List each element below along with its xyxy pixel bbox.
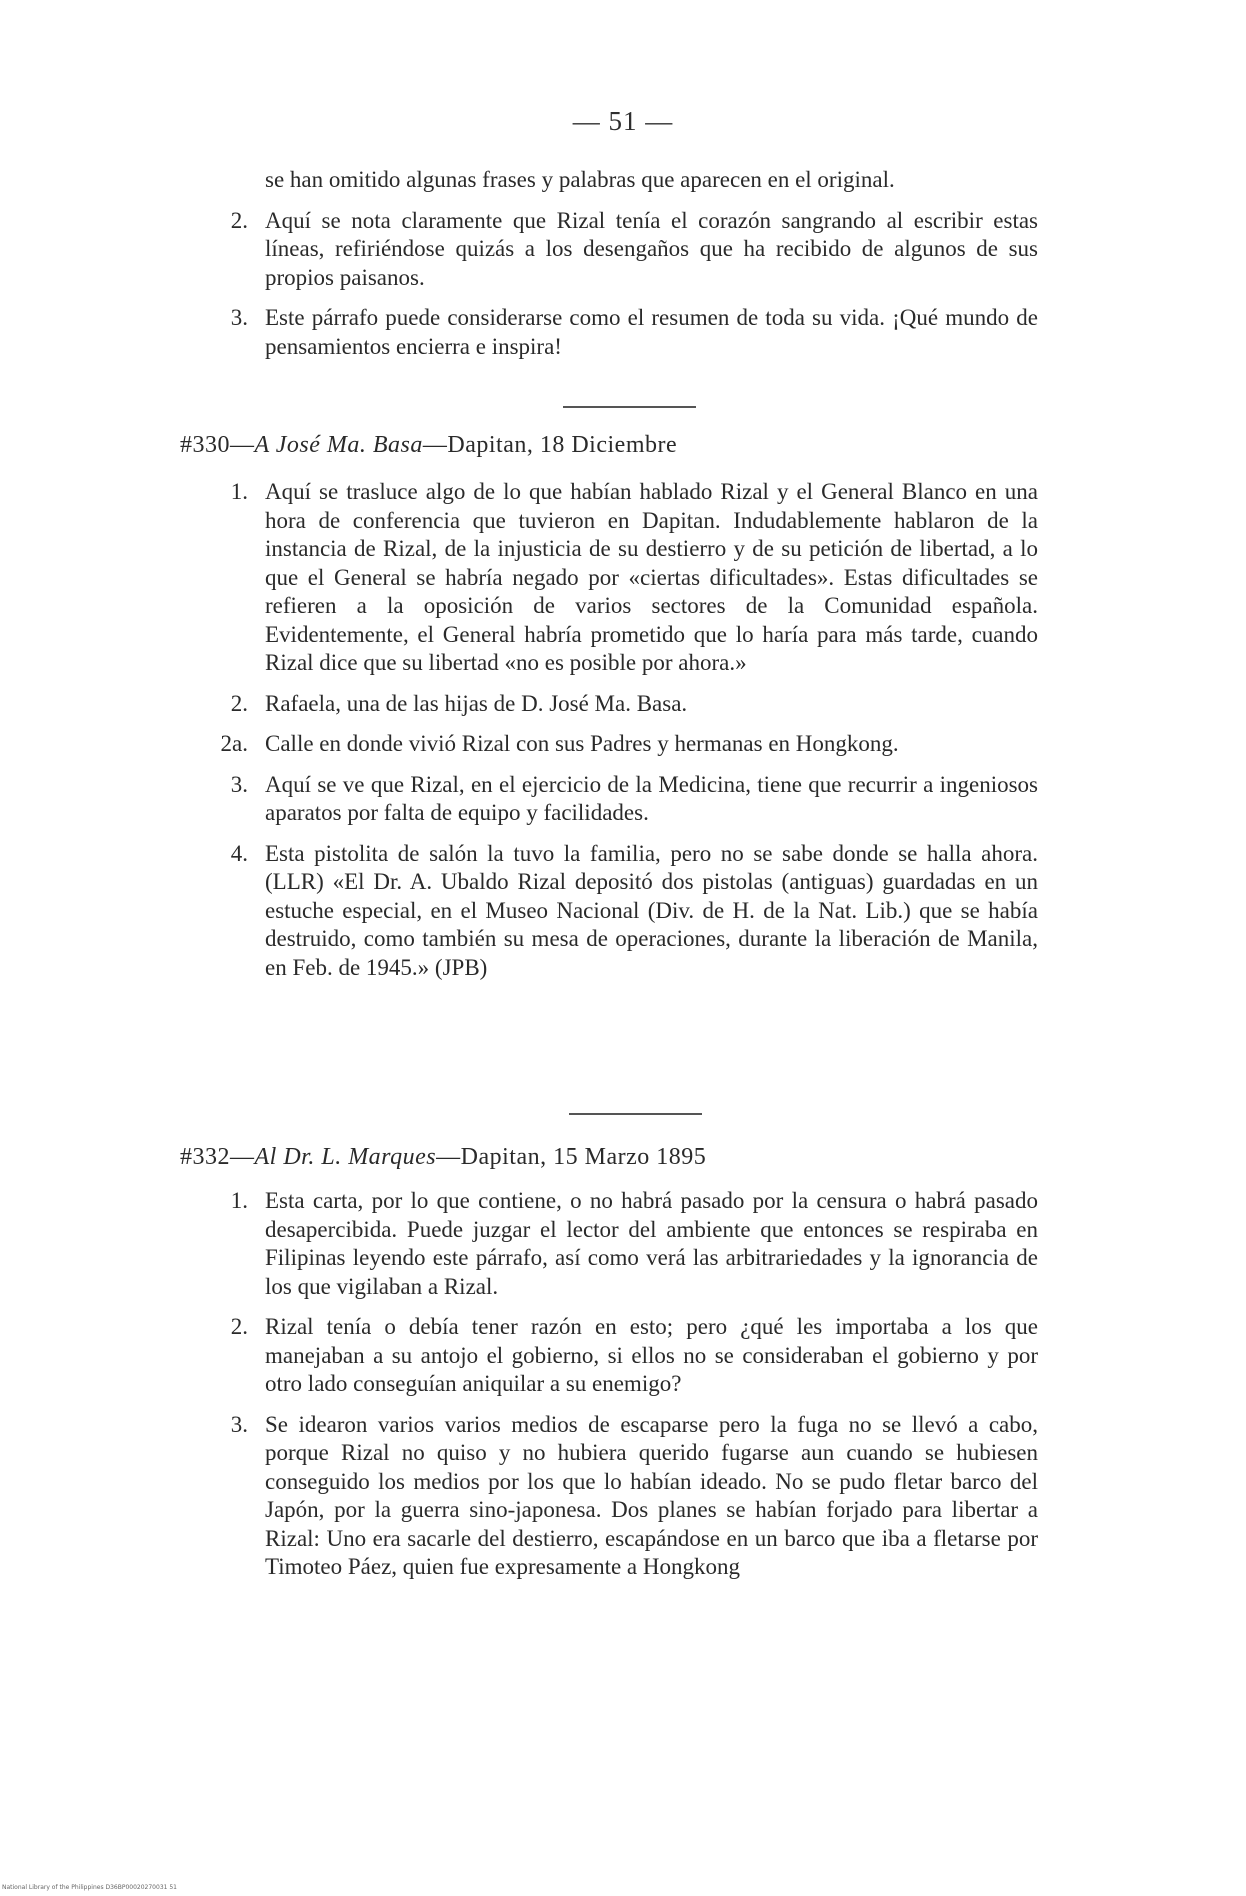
- section-heading-332: [180, 1144, 706, 1171]
- continuation-paragraph: [178, 166, 1038, 195]
- note-text: Este párrafo puede considerarse como el resumen de toda su vida. ¡Qué mundo de pensamientos encierra e inspira!: [265, 305, 1038, 359]
- note-number: 1.: [230, 479, 248, 504]
- note-text: Esta pistolita de salón la tuvo la familia, pero no se sabe donde se halla ahora. (LLR) «El Dr. A. Ubaldo Rizal depositó dos pistolas (antiguas) guardadas en un estuche especial, en el Museo Nacional (Div. de H. de la Nat. Lib.) que se había destruido, como también su mesa de operaciones, durante la liberación de Manila, en Feb. de 1945.» (JPB): [265, 840, 1038, 980]
- note-text: Rizal tenía o debía tener razón en esto; pero ¿qué les importaba a los que manejaban a su antojo el gobierno, si ellos no se consideraban el gobierno y por otro lado conseguían aniquilar a su enemigo?: [265, 1314, 1038, 1396]
- note-number: 2.: [230, 207, 248, 233]
- section-addressee: A José Ma. Basa: [254, 432, 423, 458]
- note-item: [178, 1313, 1038, 1399]
- note-number: 2.: [230, 1314, 248, 1339]
- note-number: 2a.: [220, 731, 248, 756]
- note-text: Calle en donde vivió Rizal con sus Padres y hermanas en Hongkong.: [265, 731, 899, 756]
- note-text: Aquí se nota claramente que Rizal tenía el corazón sangrando al escribir estas líneas, refiriéndose quizás a los desengaños que ha recibido de algunos de sus propios paisanos.: [265, 207, 1038, 290]
- note-item: [178, 690, 1038, 719]
- note-text: Rafaela, una de las hijas de D. José Ma. Basa.: [265, 690, 688, 716]
- section-divider: [569, 1113, 702, 1115]
- note-text: Aquí se trasluce algo de lo que habían hablado Rizal y el General Blanco en una hora de conferencia que tuvieron en Dapitan. Indudablemente hablaron de la instancia de Rizal, de la injusticia de su destierro y de su petición de libertad, a lo que el General se habría negado por «ciertas dificultades». Estas dificultades se refieren a la oposición de varios sectores de la Comunidad española. Evidentemente, el General habría prometido que lo haría para más tarde, cuando Rizal dice que su libertad «no es posible por ahora.»: [265, 479, 1038, 675]
- page-number: — 51 —: [572, 106, 674, 136]
- section-number: #332—: [180, 1144, 255, 1170]
- note-number: 3.: [230, 1411, 248, 1437]
- continuation-text: se han omitido algunas frases y palabras que aparecen en el original.: [265, 167, 895, 192]
- note-item: [178, 478, 1038, 678]
- section-place-date: —Dapitan, 15 Marzo 1895: [436, 1144, 707, 1170]
- note-item: [178, 304, 1038, 361]
- note-number: 1.: [230, 1188, 248, 1213]
- section-heading-330: [180, 432, 677, 459]
- note-number: 4.: [230, 840, 248, 866]
- section-divider: [563, 406, 696, 408]
- section-332-notes: [178, 1187, 1038, 1594]
- note-item: [178, 840, 1038, 983]
- note-text: Aquí se ve que Rizal, en el ejercicio de la Medicina, tiene que recurrir a ingeniosos aparatos por falta de equipo y facilidades.: [265, 771, 1038, 825]
- note-item: [178, 730, 1038, 759]
- note-text: Esta carta, por lo que contiene, o no habrá pasado por la censura o habrá pasado desapercibida. Puede juzgar el lector del ambiente que entonces se respiraba en Filipinas leyendo este párrafo, así como verá las arbitrariedades y la ignorancia de los que vigilaban a Rizal.: [265, 1188, 1038, 1299]
- section-330-notes: [178, 478, 1038, 994]
- section-addressee: Al Dr. L. Marques: [254, 1144, 437, 1170]
- note-item: [178, 207, 1038, 293]
- section-place-date: —Dapitan, 18 Diciembre: [422, 432, 678, 458]
- note-number: 3.: [230, 771, 248, 797]
- footer-credit: National Library of the Philippines D36BP00020270031 51: [2, 1884, 177, 1891]
- note-item: [178, 771, 1038, 828]
- note-item: [178, 1411, 1038, 1582]
- section-number: #330—: [180, 432, 255, 458]
- note-item: [178, 1187, 1038, 1301]
- note-text: Se idearon varios varios medios de escaparse pero la fuga no se llevó a cabo, porque Rizal no quiso y no hubiera querido fugarse aun cuando se hubiesen conseguido los medios por los que lo habían ideado. No se pudo fletar barco del Japón, por la guerra sino-japonesa. Dos planes se habían forjado para libertar a Rizal: Uno era sacarle del destierro, escapándose en un barco que iba a fletarse por Timoteo Páez, quien fue expresamente a Hongkong: [265, 1411, 1038, 1579]
- note-number: 3.: [230, 305, 248, 330]
- note-number: 2.: [230, 690, 248, 716]
- intro-notes: [178, 166, 1038, 373]
